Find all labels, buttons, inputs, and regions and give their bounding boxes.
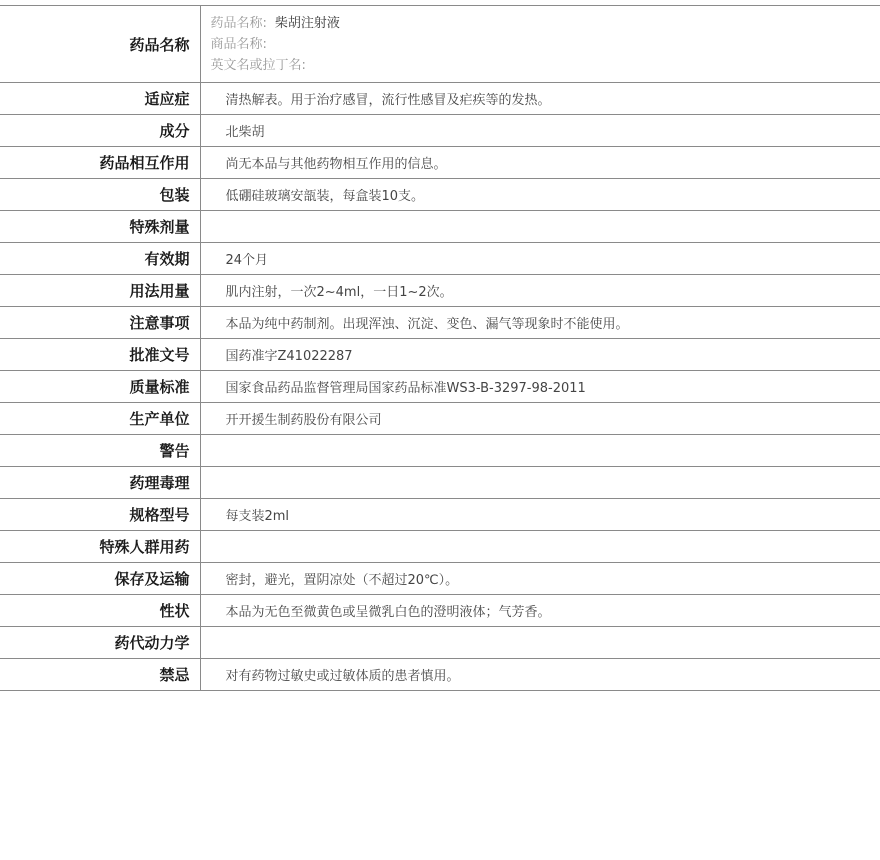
row-label: 药品相互作用 xyxy=(0,147,200,179)
table-row xyxy=(0,595,880,627)
table-row xyxy=(0,115,880,147)
table-row xyxy=(0,467,880,499)
row-value: 每支装2ml xyxy=(225,509,290,524)
row-label: 包装 xyxy=(0,179,200,211)
row-label: 特殊剂量 xyxy=(0,211,200,243)
table-row xyxy=(0,307,880,339)
row-label: 药代动力学 xyxy=(0,627,200,659)
table-row xyxy=(0,403,880,435)
row-value: 开开援生制药股份有限公司 xyxy=(225,413,382,428)
row-label: 质量标准 xyxy=(0,371,200,403)
table-row-drug-name xyxy=(0,6,880,83)
row-label: 药品名称 xyxy=(0,6,200,83)
table-row xyxy=(0,659,880,691)
row-value xyxy=(200,467,880,499)
table-row xyxy=(0,371,880,403)
row-label: 保存及运输 xyxy=(0,563,200,595)
row-value: 24个月 xyxy=(225,253,269,268)
row-label: 适应症 xyxy=(0,83,200,115)
generic-name-line xyxy=(211,13,880,34)
row-label: 性状 xyxy=(0,595,200,627)
row-value: 对有药物过敏史或过敏体质的患者慎用。 xyxy=(225,669,460,684)
table-row xyxy=(0,243,880,275)
table-row xyxy=(0,147,880,179)
row-value xyxy=(200,627,880,659)
drug-name-block xyxy=(200,6,880,83)
table-row xyxy=(0,211,880,243)
table-row xyxy=(0,499,880,531)
row-label: 警告 xyxy=(0,435,200,467)
row-label: 用法用量 xyxy=(0,275,200,307)
table-row xyxy=(0,627,880,659)
row-label: 药理毒理 xyxy=(0,467,200,499)
row-value: 低硼硅玻璃安瓿装，每盒装10支。 xyxy=(225,189,425,204)
row-value: 北柴胡 xyxy=(225,125,265,140)
row-label: 批准文号 xyxy=(0,339,200,371)
row-value: 清热解表。用于治疗感冒，流行性感冒及疟疾等的发热。 xyxy=(225,93,551,108)
row-value: 本品为纯中药制剂。出现浑浊、沉淀、变色、漏气等现象时不能使用。 xyxy=(225,317,629,332)
row-label: 禁忌 xyxy=(0,659,200,691)
row-label: 生产单位 xyxy=(0,403,200,435)
table-row xyxy=(0,435,880,467)
table-row xyxy=(0,275,880,307)
drug-info-table xyxy=(0,5,880,691)
row-value: 肌内注射，一次2~4ml，一日1~2次。 xyxy=(225,285,453,300)
row-value: 国家食品药品监督管理局国家药品标准WS3-B-3297-98-2011 xyxy=(225,381,586,396)
drug-info-table-body xyxy=(0,6,880,691)
trade-name-key: 商品名称: xyxy=(210,36,267,52)
row-value xyxy=(200,211,880,243)
generic-name-key: 药品名称: xyxy=(210,15,267,31)
trade-name-line xyxy=(211,34,880,55)
latin-name-key: 英文名或拉丁名: xyxy=(210,57,306,73)
row-label: 规格型号 xyxy=(0,499,200,531)
row-value xyxy=(200,435,880,467)
row-value: 国药准字Z41022287 xyxy=(225,349,353,364)
table-row xyxy=(0,563,880,595)
row-value: 密封，避光，置阴凉处（不超过20℃）。 xyxy=(225,573,459,588)
table-row xyxy=(0,339,880,371)
row-label: 有效期 xyxy=(0,243,200,275)
row-label: 成分 xyxy=(0,115,200,147)
generic-name-value: 柴胡注射液 xyxy=(274,15,340,31)
row-value xyxy=(200,531,880,563)
table-row xyxy=(0,179,880,211)
table-row xyxy=(0,83,880,115)
table-row xyxy=(0,531,880,563)
row-value: 本品为无色至微黄色或呈微乳白色的澄明液体；气芳香。 xyxy=(225,605,551,620)
row-label: 注意事项 xyxy=(0,307,200,339)
row-label: 特殊人群用药 xyxy=(0,531,200,563)
row-value: 尚无本品与其他药物相互作用的信息。 xyxy=(225,157,447,172)
latin-name-line xyxy=(211,55,880,76)
